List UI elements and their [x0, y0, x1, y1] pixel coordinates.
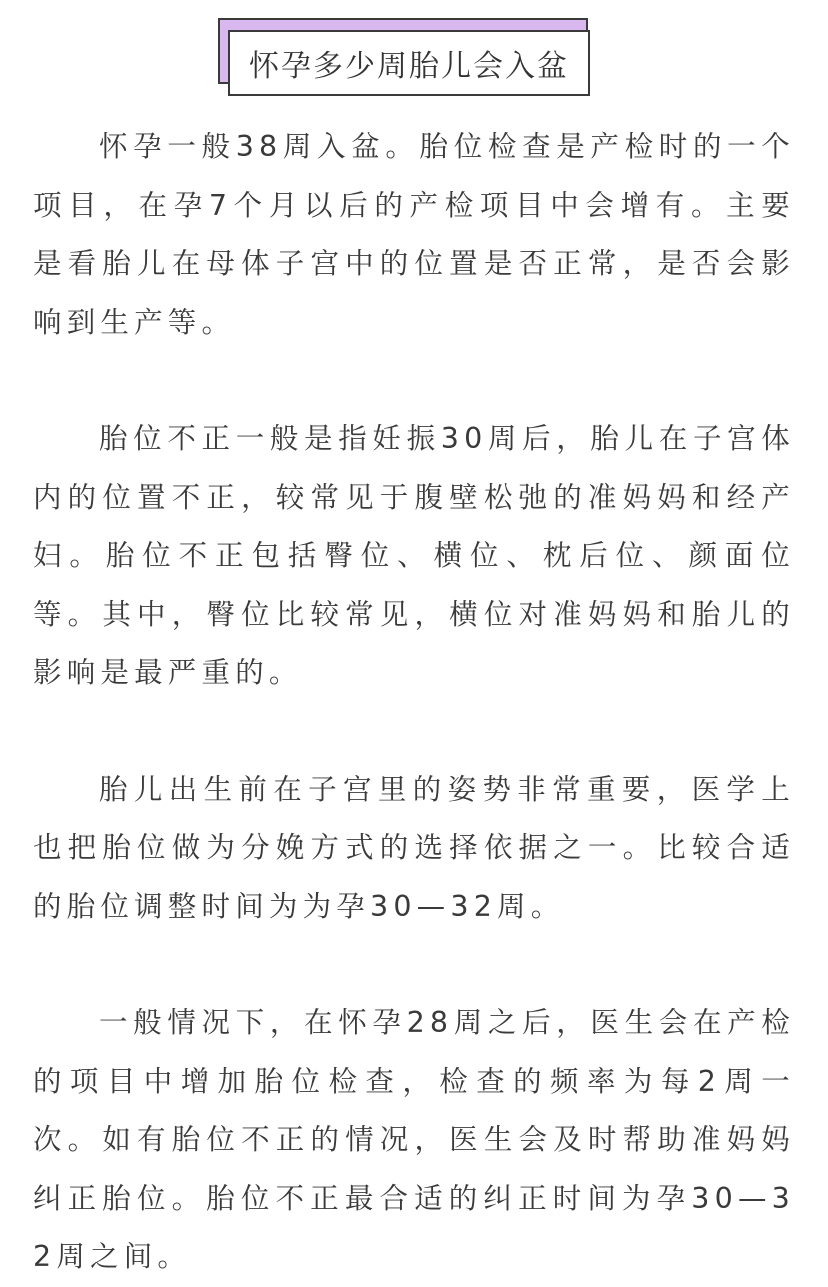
title-banner	[218, 18, 592, 98]
paragraph-1: 怀孕一般38周入盆。胎位检查是产检时的一个项目，在孕7个月以后的产检项目中会增有。主要是看胎儿在母体子宫中的位置是否正常，是否会影响到生产等。	[33, 130, 795, 339]
page-title: 怀孕多少周胎儿会入盆	[249, 49, 569, 84]
article-body	[33, 118, 795, 1287]
paragraph-2: 胎位不正一般是指妊振30周后，胎儿在子宫体内的位置不正，较常见于腹壁松弛的准妈妈和经产妇。胎位不正包括臀位、横位、枕后位、颜面位等。其中，臀位比较常见，横位对准妈妈和胎儿的影响是最严重的。	[33, 422, 795, 689]
paragraph-4: 一般情况下，在怀孕28周之后，医生会在产检的项目中增加胎位检查，检查的频率为每2周一次。如有胎位不正的情况，医生会及时帮助准妈妈纠正胎位。胎位不正最合适的纠正时间为孕30—32周之间。	[33, 1006, 795, 1273]
title-banner-box	[228, 30, 590, 96]
paragraph-3: 胎儿出生前在子宫里的姿势非常重要，医学上也把胎位做为分娩方式的选择依据之一。比较合适的胎位调整时间为为孕30—32周。	[33, 772, 795, 923]
